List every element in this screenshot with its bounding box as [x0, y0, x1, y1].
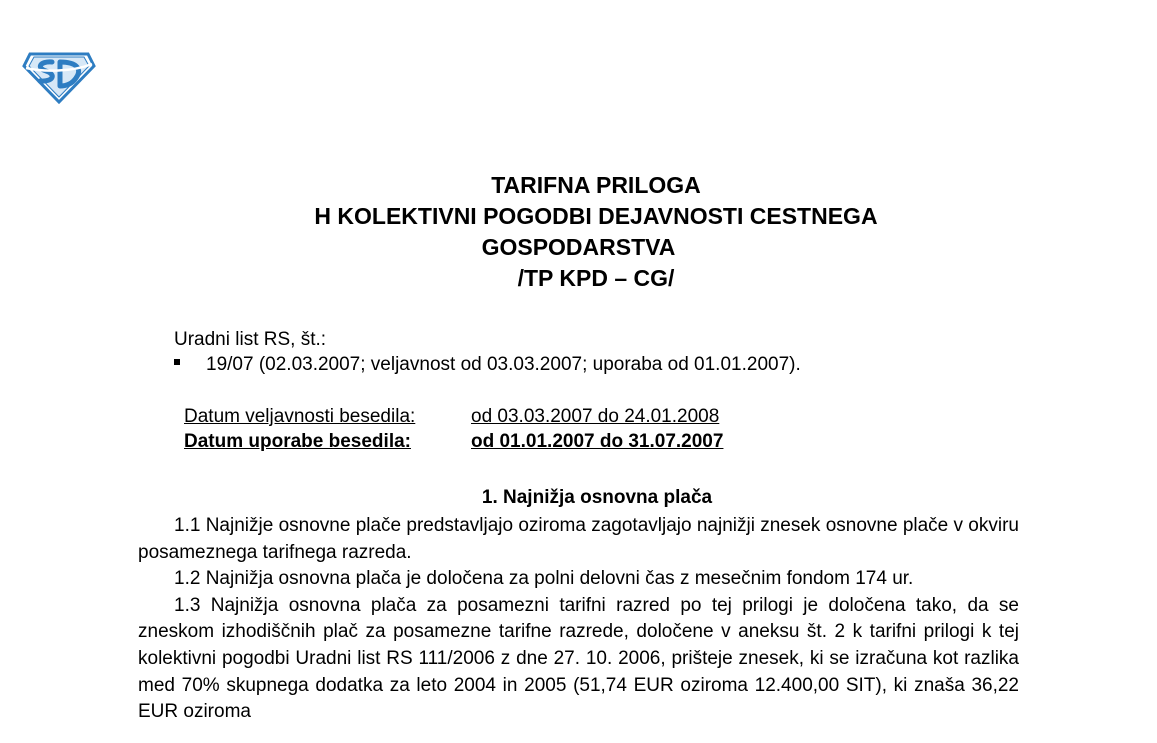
- sd-logo-icon: [22, 48, 96, 104]
- title-line-4: /TP KPD – CG/: [517, 265, 675, 291]
- paragraph: 1.1 Najnižje osnovne plače predstavljajo oziroma zagotavljajo najnižji znesek osnovne plače v okviru posameznega tarifnega razreda.: [138, 515, 1019, 563]
- title-line-3: GOSPODARSTVA: [481, 234, 676, 260]
- validity-label: Datum veljavnosti besedila:: [184, 406, 416, 427]
- usage-label: Datum uporabe besedila:: [184, 431, 411, 452]
- usage-row: [184, 429, 723, 454]
- dates-block: [184, 404, 723, 454]
- gazette-item-text: 19/07 (02.03.2007; veljavnost od 03.03.2007; uporaba od 01.01.2007).: [206, 354, 801, 375]
- section-heading: 1. Najnižja osnovna plača: [481, 487, 713, 508]
- usage-value: od 01.01.2007 do 31.07.2007: [471, 431, 724, 452]
- paragraph: 1.3 Najnižja osnovna plača za posamezni tarifni razred po tej prilogi je določena tako, da se zneskom izhodiščnih plač za posamezne tarifne razrede, določene v aneksu št. 2 k tarifni prilogi k tej kolektivni pogodbi Uradni list RS 111/2006 z dne 27. 10. 2006, prišteje znesek, ki se izračuna kot razlika med 70% skupnega dodatka za leto 2004 in 2005 (51,74 EUR oziroma 12.400,00 SIT), ki znaša 36,22 EUR oziroma: [138, 594, 1019, 723]
- title-line-2: H KOLEKTIVNI POGODBI DEJAVNOSTI CESTNEGA: [314, 203, 878, 229]
- gazette-list-item: [174, 352, 801, 378]
- section-body: [138, 513, 1019, 726]
- validity-row: [184, 404, 723, 429]
- validity-value: od 03.03.2007 do 24.01.2008: [471, 406, 720, 427]
- paragraph: 1.2 Najnižja osnovna plača je določena za polni delovni čas z mesečnim fondom 174 ur.: [174, 568, 914, 590]
- sd-logo: [22, 48, 96, 104]
- bullet-square-icon: [174, 359, 180, 365]
- title-line-1: TARIFNA PRILOGA: [491, 172, 701, 198]
- gazette-label: Uradni list RS, št.:: [174, 329, 327, 350]
- document-title: [0, 170, 1157, 294]
